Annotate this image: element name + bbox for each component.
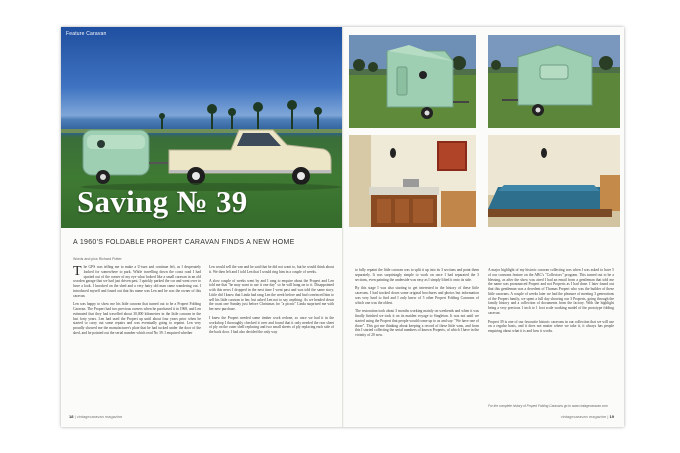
paragraph: Propert 39 is one of our favourite historic caravans in our collection that we will use on a regular basis, and it does not matter where we take it, it always has people enquiring about what it is and how it works. <box>488 319 614 333</box>
photo-caravan-front-drawing <box>488 35 620 128</box>
photo-interior-kitchen <box>349 135 476 227</box>
magazine-spread <box>61 27 624 427</box>
page-number: 19 <box>609 414 614 419</box>
photo-caravan-side <box>349 35 476 128</box>
photo-interior-kitchen-drawing <box>349 135 476 227</box>
right-column-2 <box>488 268 614 338</box>
magazine-name: vintagecaravan magazine <box>560 414 607 419</box>
left-column-2 <box>209 265 334 339</box>
paragraph: By this stage I was also starting to get interested in the history of these little caravans. I had tracked down some original brochures and photos but information was very hard to find and I only knew of 5 other Propert Folding Caravans of which one was the oldest. <box>355 286 479 305</box>
right-column-1 <box>355 268 479 342</box>
paragraph: to fully repaint the little caravan was to split it up into its 3 sections and paint them separately. It was surprisingly simple to work on once I had separated the 3 sections, even painting the underside was easy as I simply lifted it onto its side. <box>355 268 479 282</box>
paragraph: The restoration took about 3 months working mainly on weekends and when it was finally finished we took it on its maiden voyage to Singleton. It was not until we started using the Propert that people would come up to us and say: "We have one of those". This got me thinking about keeping a record of these little vans, and from this I started collecting the serial numbers of known Properts, of which I have in the vicinity of 20 now. <box>355 309 479 337</box>
right-page <box>343 27 624 427</box>
drop-cap: T <box>73 264 82 279</box>
article-subtitle: A 1960'S FOLDABLE PROPERT CARAVAN FINDS A NEW HOME <box>73 239 295 246</box>
hero-photo <box>61 27 342 228</box>
byline: Words and pics Richard Potter <box>73 257 122 261</box>
paragraph: A slow couple of weeks went by and I rang to enquire about the Propert and Len told me that "he may want to use it one day" so he will hang on to it. Disappointed with this news I dropped in the next time I went past and was told the same story. Little did I know that Linda had rang Len the week before and had convinced him to sell his little caravan to her, but asked Len not to say anything. As we headed down the coast one Sunday just before Christmas for "a picnic" Linda surprised me with her new purchase. <box>209 278 334 311</box>
section-tag: Feature Caravan <box>66 31 107 37</box>
paragraph: A major highlight of my historic caravan collecting was when I was asked to have 5 of our caravans feature on the ABC's "Collectors" program. This turned out to be a blessing, as after the show was aired I had an email from a gentleman that told me the name was pronounced Propert and not Properts as I had done. I later found out that this gentleman was a decedent of Thomas Propert who was the builder of these little caravans. A couple of weeks later we had the pleasure of meeting 3 generations of the Propert family, we spent a full day showing our 3 Properts, going through the family history and a collection of documents from the factory. With the highlight being a very precious 1 inch to 1 foot scale working model of the prototype folding caravan. <box>488 268 614 315</box>
magazine-name: vintagecaravan magazine <box>76 414 123 419</box>
history-note: For the complete history of Propert Folding Caravans go to www.vintagecaravan.com <box>488 404 608 408</box>
left-column-1 <box>73 265 201 340</box>
photo-interior-bed-drawing <box>488 135 620 227</box>
paragraph: he GPS was telling me to make a U-turn and continue left, as I desperately looked for somewhere to park. While travelling down the coast road I had spotted out of the corner of my eye what looked like a small caravan in an old wooden garage that we had just driven past. I quickly parked the car and went over to have a look. I knocked on the shed and a very hairy old man came wandering out. I introduced myself and found out that his name was Len and he was the owner of this caravan. <box>73 265 201 298</box>
photo-caravan-side-drawing <box>349 35 476 128</box>
left-page <box>61 27 342 427</box>
paragraph: I knew the Propert needed some timber work redone, so once we had it in the workshop I thoroughly checked it over and found that it only needed the rear sheet of ply on the outer shell replacing and two small sheets of ply replacing each side of the back door. I had also decided the only way <box>209 315 334 334</box>
article-title: Saving № 39 <box>77 184 248 219</box>
left-footer: 18 | vintagecaravan magazine <box>69 414 123 419</box>
photo-interior-bed <box>488 135 620 227</box>
photo-caravan-front <box>488 35 620 128</box>
paragraph: Len was happy to show me his little caravan that turned out to be a Propert Folding Caravan. The Propert had two previous owners when he purchased it in 1968, and Len estimated that they had travelled about 30,000 kilometres in the little caravan in the last forty years. Len had used the Propert up until about four years prior when he started to carry out some repairs and was eventually going to repaint. Len very proudly showed me the manufacturer's plate that he had tucked under the door of the shed, and he pointed out the serial number which read No 39. I enquired whether <box>73 302 201 335</box>
paragraph: Len would sell the van and he said that he did not want to, but he would think about it. We then left and I told Len that I would ring him in a couple of weeks. <box>209 265 334 274</box>
page-number: 18 <box>69 414 74 419</box>
right-footer: vintagecaravan magazine | 19 <box>560 414 614 419</box>
